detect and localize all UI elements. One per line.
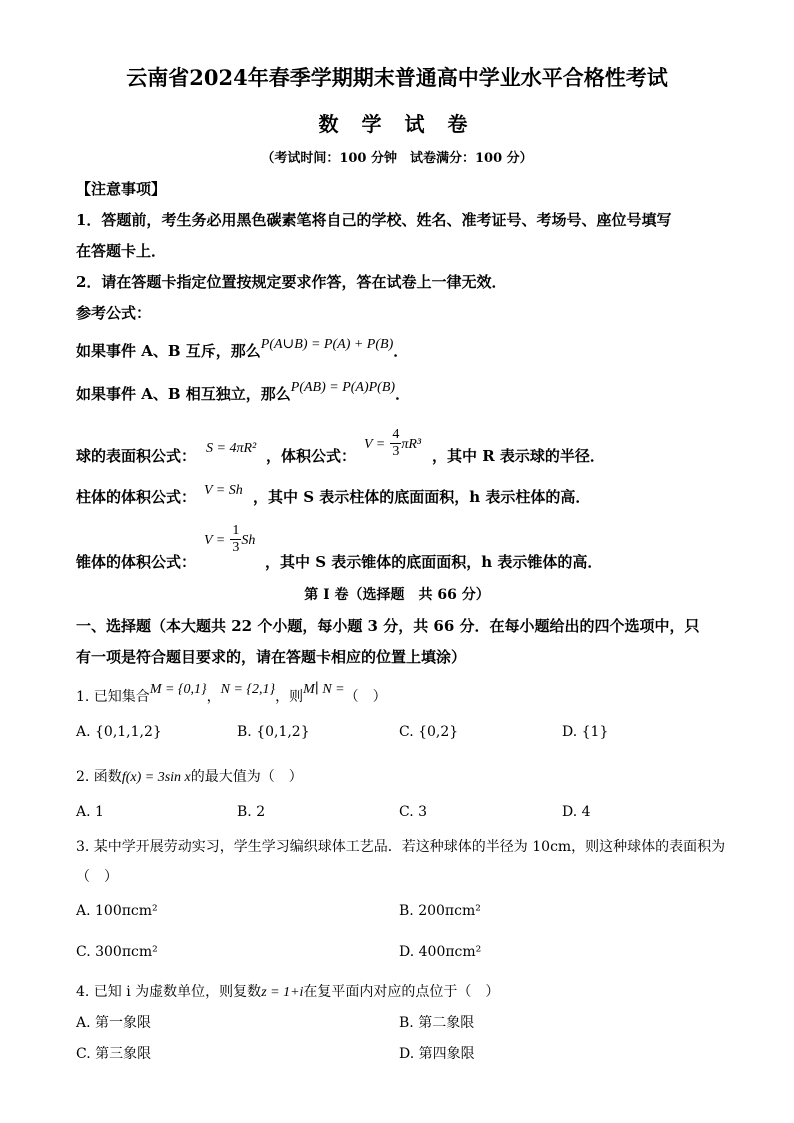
q1-text-d: （ ） bbox=[344, 689, 387, 705]
exam-info: （考试时间：100 分钟 试卷满分：100 分） bbox=[261, 151, 533, 166]
q4-text-a: 4. 已知 i 为虚数单位，则复数 bbox=[76, 984, 262, 1000]
q2-option-c: C. 3 bbox=[399, 804, 428, 820]
formula-cone-note: ，其中 S 表示锥体的底面面积，h 表示锥体的高． bbox=[265, 553, 603, 571]
formula-sphere-area: S = 4πR² bbox=[206, 441, 257, 456]
q1-option-d: D. {1} bbox=[562, 724, 609, 740]
q3-option-a: A. 100πcm² bbox=[76, 903, 158, 919]
formula-prism-expr: V = Sh bbox=[204, 483, 243, 498]
q1-option-a: A. {0,1,1,2} bbox=[76, 724, 162, 740]
formula-cone-label: 锥体的体积公式： bbox=[76, 553, 197, 571]
formula-cone-volume bbox=[204, 523, 255, 556]
section-title: 第 I 卷（选择题 共 66 分） bbox=[304, 587, 490, 603]
note-item-1-line1: 1．答题前，考生务必用黑色碳素笔将自己的学校、姓名、准考证号、考场号、座位号填写 bbox=[76, 211, 672, 229]
cone-vol-rhs: Sh bbox=[241, 533, 256, 548]
q2-option-b: B. 2 bbox=[237, 804, 266, 820]
q2-option-d: D. 4 bbox=[562, 804, 591, 820]
q4-option-b: B. 第二象限 bbox=[399, 1015, 475, 1031]
formula-mutex-text: 如果事件 A、B 互斥，那么 bbox=[76, 342, 261, 360]
formula-sphere-volume bbox=[364, 427, 421, 460]
formula-indep-expr: P(AB) = P(A)P(B) bbox=[290, 380, 396, 395]
sphere-vol-lhs: V = bbox=[364, 437, 386, 452]
notes-heading: 【注意事项】 bbox=[76, 180, 167, 198]
formula-mutex: 如果事件 A、B 互斥，那么P(A∪B) = P(A) + P(B)． bbox=[76, 337, 409, 360]
formula-indep-text: 如果事件 A、B 相互独立，那么 bbox=[76, 385, 291, 403]
q1-option-b: B. {0,1,2} bbox=[237, 724, 310, 740]
sphere-vol-rhs: πR³ bbox=[401, 437, 422, 452]
question-4-stem bbox=[76, 981, 499, 1001]
page-title: 云南省2024年春季学期期末普通高中学业水平合格性考试 bbox=[126, 65, 668, 90]
q4-option-c: C. 第三象限 bbox=[76, 1046, 152, 1062]
formula-mutex-expr: P(A∪B) = P(A) + P(B) bbox=[260, 337, 394, 352]
q1-formula-m: M = {0,1} bbox=[149, 682, 207, 697]
cone-vol-lhs: V = bbox=[204, 533, 226, 548]
q1-formula-n: N = {2,1} bbox=[220, 682, 276, 697]
formula-sphere-label: 球的表面积公式： bbox=[76, 447, 197, 465]
note-item-2: 2．请在答题卡指定位置按规定要求作答，答在试卷上一律无效． bbox=[76, 273, 507, 291]
q3-option-d: D. 400πcm² bbox=[399, 944, 482, 960]
q4-formula: z = 1+i bbox=[261, 985, 304, 1000]
note-item-1-line2: 在答题卡上． bbox=[76, 242, 167, 260]
q4-option-d: D. 第四象限 bbox=[399, 1046, 475, 1062]
q2-text-a: 2. 函数 bbox=[76, 769, 122, 785]
question-2-stem bbox=[76, 766, 303, 786]
formula-prism-note: ，其中 S 表示柱体的底面面积，h 表示柱体的高． bbox=[253, 488, 591, 506]
formula-independent: 如果事件 A、B 相互独立，那么P(AB) = P(A)P(B)． bbox=[76, 380, 411, 403]
reference-heading: 参考公式： bbox=[76, 304, 152, 322]
q3-option-c: C. 300πcm² bbox=[76, 944, 158, 960]
q1-formula-expr: M∣ N = bbox=[303, 682, 345, 697]
q3-option-b: B. 200πcm² bbox=[399, 903, 481, 919]
section-intro-line2: 有一项是符合题目要求的，请在答题卡相应的位置上填涂） bbox=[76, 648, 467, 666]
q1-option-c: C. {0,2} bbox=[399, 724, 459, 740]
q1-text-b: ， bbox=[206, 689, 221, 705]
q1-text-a: 1. 已知集合 bbox=[76, 689, 150, 705]
question-3-stem-line2: （ ） bbox=[76, 869, 118, 885]
page-subtitle: 数 学 试 卷 bbox=[318, 112, 476, 136]
cone-vol-fraction: $\frac{1}{3}$ bbox=[232, 523, 240, 555]
formula-sphere-vol-label: ，体积公式： bbox=[266, 447, 357, 465]
q4-option-a: A. 第一象限 bbox=[76, 1015, 152, 1031]
formula-prism-label: 柱体的体积公式： bbox=[76, 488, 197, 506]
sphere-vol-fraction: $\frac{4}{3}$ bbox=[392, 427, 400, 459]
q2-formula: f(x) = 3sin x bbox=[121, 770, 191, 785]
q2-text-b: 的最大值为（ ） bbox=[190, 769, 303, 785]
q1-text-c: ，则 bbox=[275, 689, 304, 705]
section-intro-line1: 一、选择题（本大题共 22 个小题，每小题 3 分，共 66 分．在每小题给出的四个选项中，只 bbox=[76, 617, 700, 635]
question-3-stem-line1: 3. 某中学开展劳动实习，学生学习编织球体工艺品．若这种球体的半径为 10cm，则这种球体的表面积为 bbox=[76, 839, 726, 855]
q2-option-a: A. 1 bbox=[76, 804, 104, 820]
q4-text-b: 在复平面内对应的点位于（ ） bbox=[303, 984, 500, 1000]
question-1-stem bbox=[76, 682, 387, 706]
formula-sphere-note: ，其中 R 表示球的半径． bbox=[432, 447, 605, 465]
